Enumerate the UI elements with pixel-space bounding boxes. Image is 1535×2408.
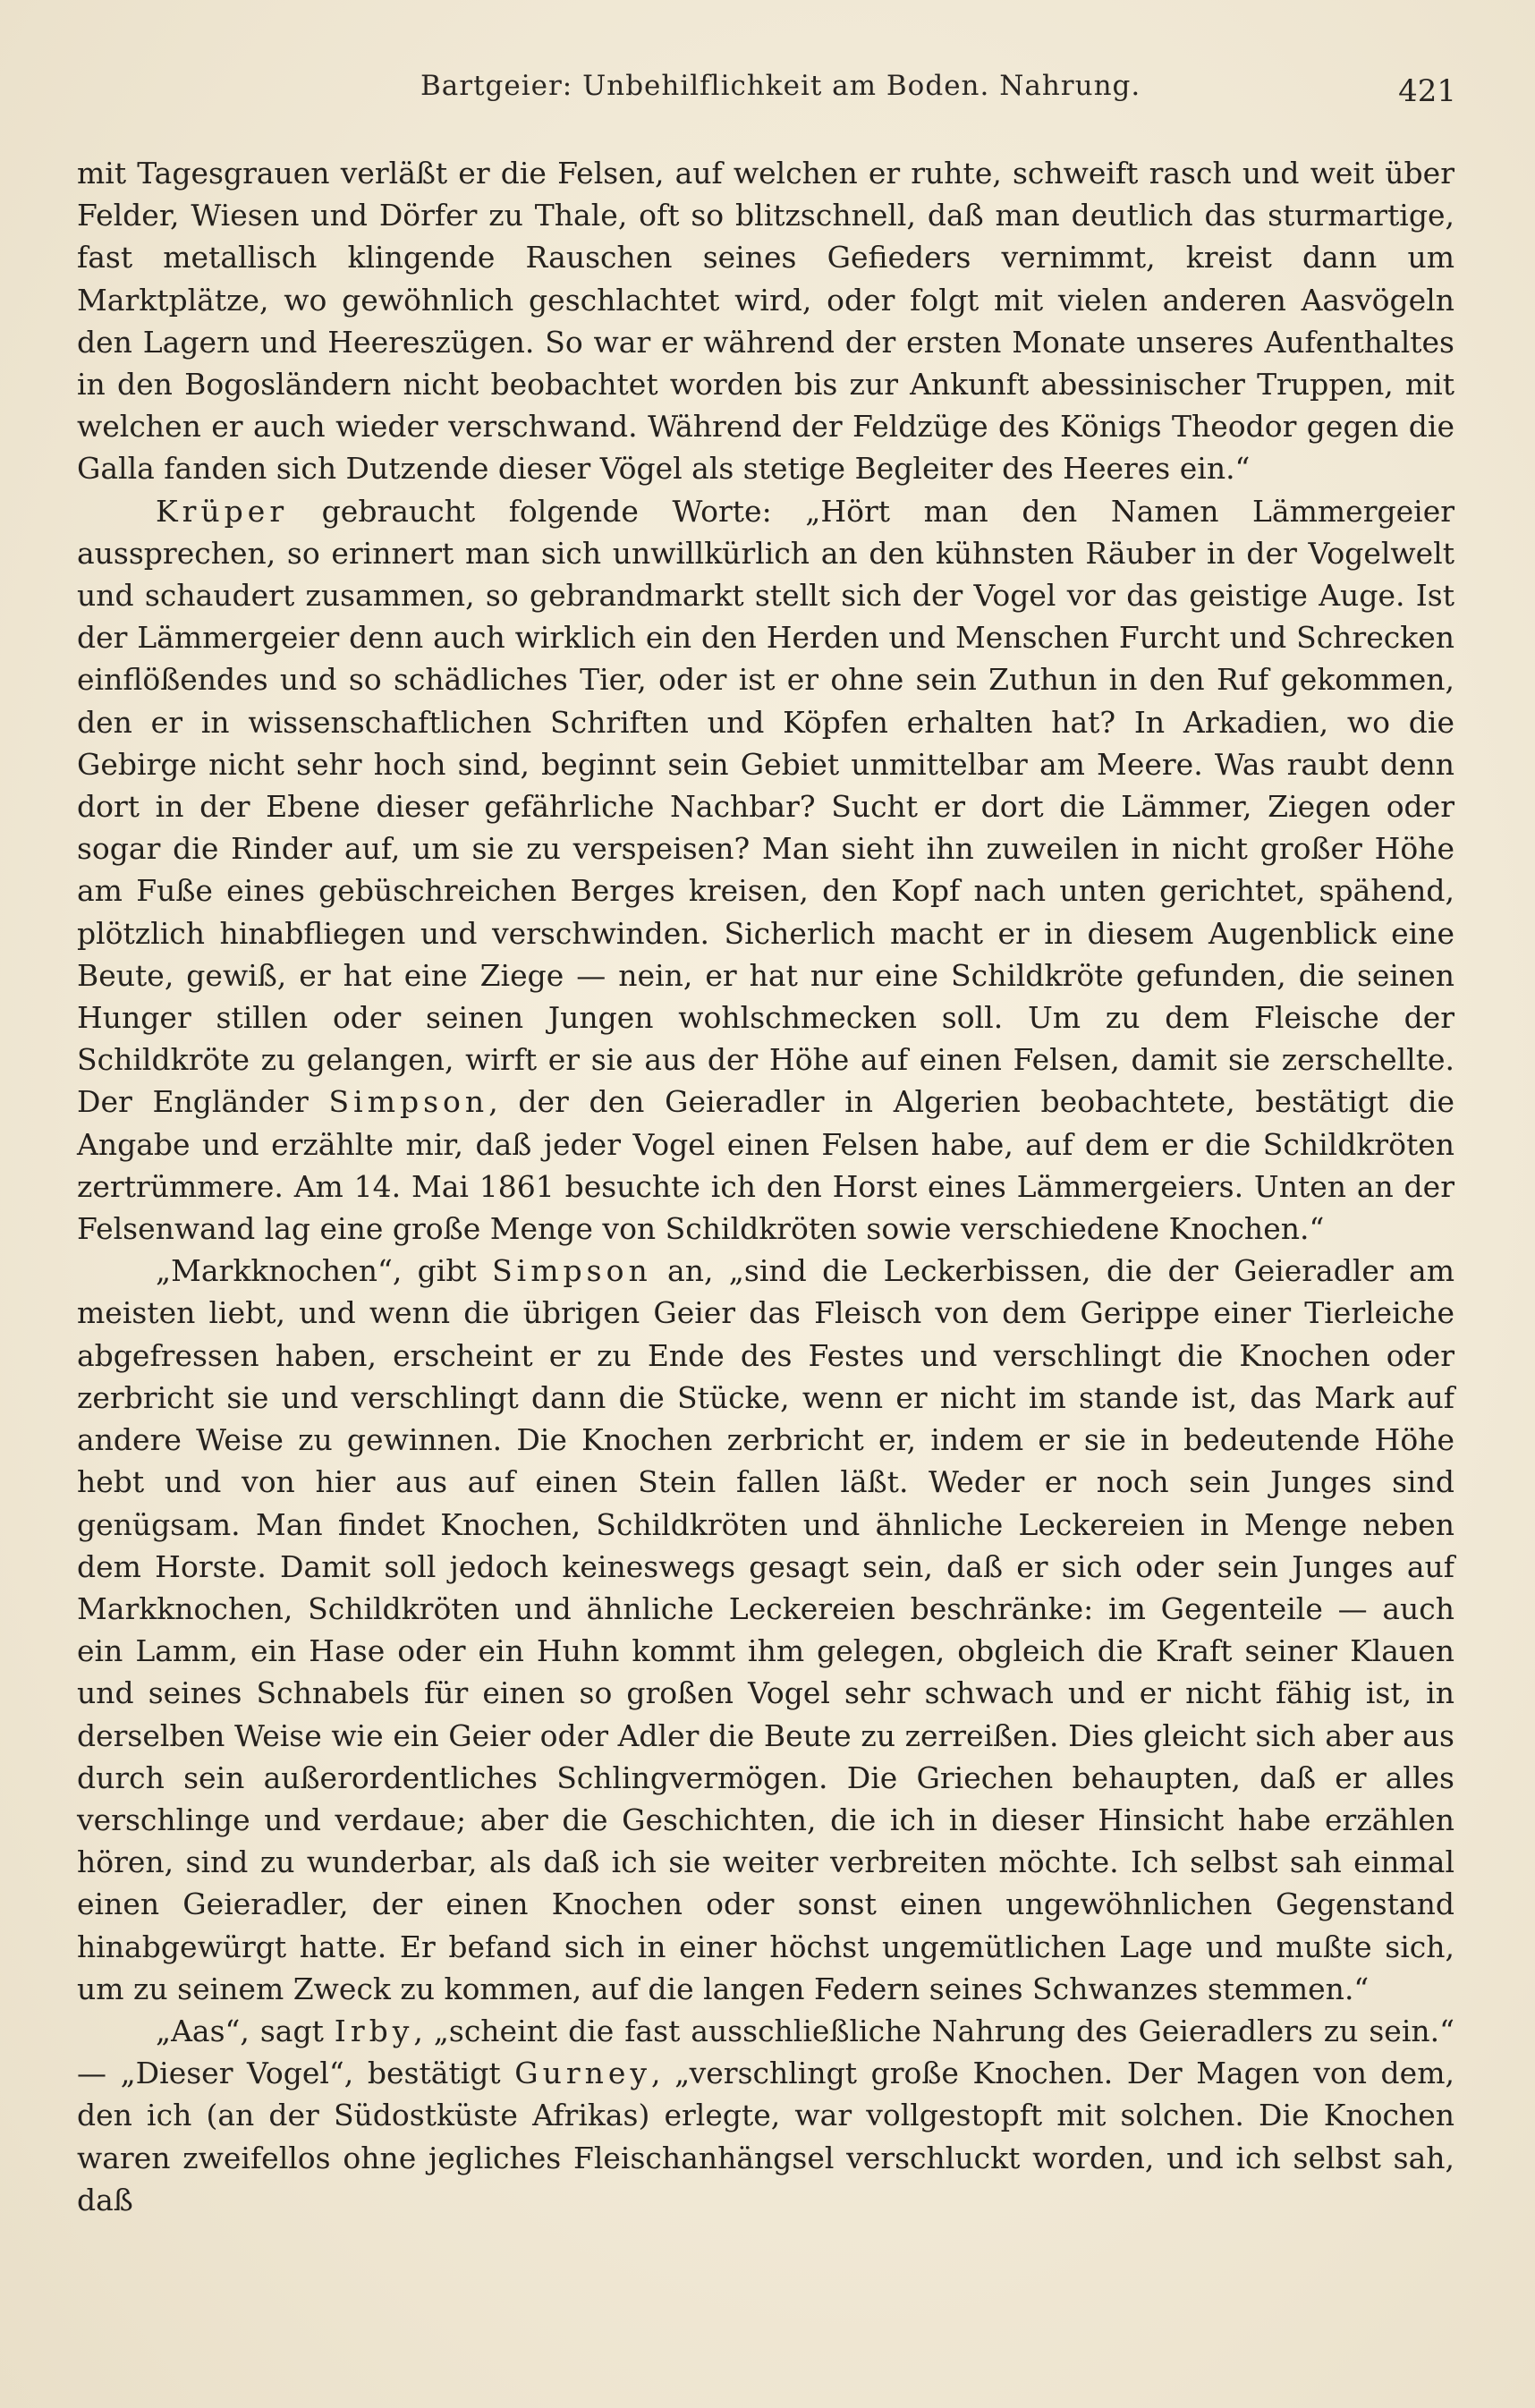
emphasized-name: Krüper	[156, 493, 289, 529]
text-segment: , „scheint die fast ausschließliche Nahrung des Geieradlers zu sein.“ — „Dieser Vogel“, bestätigt	[77, 2013, 1454, 2091]
paragraph-4	[77, 2010, 1454, 2221]
text-segment: „Markknochen“, gibt	[156, 1253, 493, 1289]
text-segment: , „verschlingt große Knochen. Der Magen von dem, den ich (an der Südostküste Afrikas) erlegte, war vollgestopft mit solchen. Die Knochen waren zweifellos ohne jegliches Fleischanhängsel verschluckt worden, und ich selbst sah, daß	[77, 2056, 1454, 2217]
page-header	[0, 70, 1535, 114]
paragraph-1	[77, 152, 1454, 490]
emphasized-name: Irby	[334, 2013, 414, 2048]
running-head: Bartgeier: Unbehilflichkeit am Boden. Nahrung.	[420, 70, 1141, 102]
text-segment: mit Tagesgrauen verläßt er die Felsen, auf welchen er ruhte, schweift rasch und weit über Felder, Wiesen und Dörfer zu Thale, oft so blitzschnell, daß man deutlich das sturmartige, fast metallisch klingende Rauschen seines Gefieders vernimmt, kreist dann um Marktplätze, wo gewöhnlich geschlachtet wird, oder folgt mit vielen anderen Aasvögeln den Lagern und Heereszügen. So war er während der ersten Monate unseres Aufenthaltes in den Bogosländern nicht beobachtet worden bis zur Ankunft abessinischer Truppen, mit welchen er auch wieder verschwand. Während der Feldzüge des Königs Theodor gegen die Galla fanden sich Dutzende dieser Vögel als stetige Begleiter des Heeres ein.“	[77, 156, 1454, 487]
emphasized-name: Simpson	[492, 1253, 652, 1289]
text-segment: an, „sind die Leckerbissen, die der Geieradler am meisten liebt, und wenn die übrigen Geier das Fleisch von dem Gerippe einer Tierleiche abgefressen haben, erscheint er zu Ende des Festes und verschlingt die Knochen oder zerbricht sie und verschlingt dann die Stücke, wenn er nicht im stande ist, das Mark auf andere Weise zu gewinnen. Die Knochen zerbricht er, indem er sie in bedeutende Höhe hebt und von hier aus auf einen Stein fallen läßt. Weder er noch sein Junges sind genügsam. Man findet Knochen, Schildkröten und ähnliche Leckereien in Menge neben dem Horste. Damit soll jedoch keineswegs gesagt sein, daß er sich oder sein Junges auf Markknochen, Schildkröten und ähnliche Leckereien beschränke: im Gegenteile — auch ein Lamm, ein Hase oder ein Huhn kommt ihm gelegen, obgleich die Kraft seiner Klauen und seines Schnabels für einen so großen Vogel sehr schwach und er nicht fähig ist, in derselben Weise wie ein Geier oder Adler die Beute zu zerreißen. Dies gleicht sich aber aus durch sein außerordentliches Schlingvermögen. Die Griechen behaupten, daß er alles verschlinge und verdaue; aber die Geschichten, die ich in dieser Hinsicht habe erzählen hören, sind zu wunderbar, als daß ich sie weiter verbreiten möchte. Ich selbst sah einmal einen Geieradler, der einen Knochen oder sonst einen ungewöhnlichen Gegenstand hinabgewürgt hatte. Er befand sich in einer höchst ungemütlichen Lage und mußte sich, um zu seinem Zweck zu kommen, auf die langen Federn seines Schwanzes stemmen.“	[77, 1253, 1454, 2006]
page-number: 421	[1398, 73, 1456, 109]
emphasized-name: Gurney	[514, 2056, 652, 2091]
paragraph-2	[77, 490, 1454, 1251]
text-segment: , der den Geieradler in Algerien beobachtete, bestätigt die Angabe und erzählte mir, daß jeder Vogel einen Felsen habe, auf dem er die Schildkröten zertrümmere. Am 14. Mai 1861 besuchte ich den Horst eines Lämmergeiers. Unten an der Felsenwand lag eine große Menge von Schildkröten sowie verschiedene Knochen.“	[77, 1084, 1455, 1247]
emphasized-name: Simpson	[328, 1084, 489, 1120]
text-segment: „Aas“, sagt	[156, 2013, 335, 2048]
body-text	[77, 152, 1454, 2221]
text-segment: gebraucht folgende Worte: „Hört man den Namen Lämmergeier aussprechen, so erinnert man sich unwillkürlich an den kühnsten Räuber in der Vogelwelt und schaudert zusammen, so gebrandmarkt stellt sich der Vogel vor das geistige Auge. Ist der Lämmergeier denn auch wirklich ein den Herden und Menschen Furcht und Schrecken einflößendes und so schädliches Tier, oder ist er ohne sein Zuthun in den Ruf gekommen, den er in wissenschaftlichen Schriften und Köpfen erhalten hat? In Arkadien, wo die Gebirge nicht sehr hoch sind, beginnt sein Gebiet unmittelbar am Meere. Was raubt denn dort in der Ebene dieser gefährliche Nachbar? Sucht er dort die Lämmer, Ziegen oder sogar die Rinder auf, um sie zu verspeisen? Man sieht ihn zuweilen in nicht großer Höhe am Fuße eines gebüschreichen Berges kreisen, den Kopf nach unten gerichtet, spähend, plötzlich hinabfliegen und verschwinden. Sicherlich macht er in diesem Augenblick eine Beute, gewiß, er hat eine Ziege — nein, er hat nur eine Schildkröte gefunden, die seinen Hunger stillen oder seinen Jungen wohlschmecken soll. Um zu dem Fleische der Schildkröte zu gelangen, wirft er sie aus der Höhe auf einen Felsen, damit sie zerschellte. Der Engländer	[77, 493, 1454, 1120]
paragraph-3	[77, 1250, 1454, 2010]
